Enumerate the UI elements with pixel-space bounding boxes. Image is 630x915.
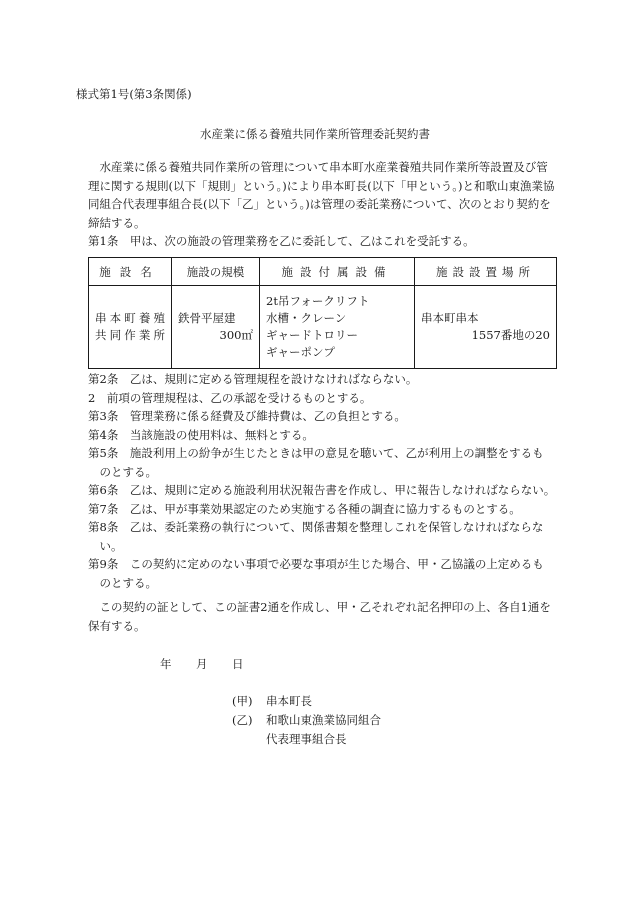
equipment-item-3: ギャードトロリー bbox=[266, 328, 358, 342]
date-year: 年 bbox=[160, 657, 172, 671]
articles-list bbox=[88, 370, 556, 592]
header-facility-equipment: 施設付属設備 bbox=[260, 258, 415, 286]
cell-facility-location bbox=[415, 286, 557, 369]
facility-area: 300㎡ bbox=[219, 328, 253, 342]
intro-paragraph: 水産業に係る養殖共同作業所の管理について串本町水産業養殖共同作業所等設置及び管理に関する規則(以下「規則」という。)により串本町長(以下「甲という。)と和歌山東漁業協同組合代表理事組合長(以下「乙」という。)は管理の委託業務について、次のとおり契約を締結する。 bbox=[88, 160, 555, 230]
location-line-2: 1557番地の20 bbox=[471, 328, 550, 342]
table-row bbox=[89, 286, 557, 369]
header-facility-name: 施設名 bbox=[89, 258, 172, 286]
party-a-label: (甲) bbox=[232, 694, 253, 708]
date-day: 日 bbox=[232, 657, 244, 671]
article-7: 第7条 乙は、甲が事業効果認定のため実施する各種の調査に協力するものとする。 bbox=[88, 501, 521, 516]
closing-paragraph: この契約の証として、この証書2通を作成し、甲・乙それぞれ記名押印の上、各自1通を保有する。 bbox=[88, 600, 551, 633]
article-8: 第8条 乙は、委託業務の執行について、関係書類を整理しこれを保管しなければならな い。 bbox=[88, 520, 544, 553]
party-b-name: 和歌山東漁業協同組合 bbox=[266, 713, 381, 727]
article-6: 第6条 乙は、規則に定める施設利用状況報告書を作成し、甲に報告しなければならない。 bbox=[88, 483, 556, 497]
article-9: 第9条 この契約に定めのない事項で必要な事項が生じた場合、甲・乙協議の上定めるも のとする。 bbox=[88, 557, 544, 590]
form-number: 様式第1号(第3条関係) bbox=[76, 87, 192, 101]
equipment-item-2: 水槽・クレーン bbox=[266, 311, 347, 325]
equipment-item-4: ギャーポンプ bbox=[266, 345, 335, 359]
document-title: 水産業に係る養殖共同作業所管理委託契約書 bbox=[200, 127, 430, 141]
facility-name-line-2: 共同作業所 bbox=[95, 328, 165, 342]
article-2: 第2条 乙は、規則に定める管理規程を設けなければならない。 bbox=[88, 372, 418, 386]
date-month: 月 bbox=[196, 657, 208, 671]
facility-name-line-1: 串本町養殖 bbox=[95, 311, 165, 325]
equipment-item-1: 2t吊フォークリフト bbox=[266, 294, 370, 308]
article-3: 第3条 管理業務に係る経費及び維持費は、乙の負担とする。 bbox=[88, 409, 406, 423]
article-1: 第1条 甲は、次の施設の管理業務を乙に委託して、乙はこれを受託する。 bbox=[88, 234, 475, 248]
article-2-paragraph-2: 2 前項の管理規程は、乙の承認を受けるものとする。 bbox=[88, 390, 372, 405]
facility-structure: 鉄骨平屋建 bbox=[178, 311, 236, 325]
party-a-name: 串本町長 bbox=[266, 694, 312, 708]
facility-table bbox=[88, 257, 557, 369]
cell-facility-name bbox=[89, 286, 172, 369]
cell-facility-equipment bbox=[260, 286, 415, 369]
table-header-row bbox=[89, 258, 557, 286]
header-facility-location: 施設設置場所 bbox=[415, 258, 557, 286]
party-b-label: (乙) bbox=[232, 713, 253, 727]
article-5: 第5条 施設利用上の紛争が生じたときは甲の意見を聴いて、乙が利用上の調整をするも のとする。 bbox=[88, 446, 544, 479]
cell-facility-scale bbox=[172, 286, 260, 369]
article-4: 第4条 当該施設の使用料は、無料とする。 bbox=[88, 427, 314, 442]
location-line-1: 串本町串本 bbox=[421, 311, 479, 325]
header-facility-scale: 施設の規模 bbox=[172, 258, 260, 286]
party-b-title: 代表理事組合長 bbox=[266, 732, 347, 746]
